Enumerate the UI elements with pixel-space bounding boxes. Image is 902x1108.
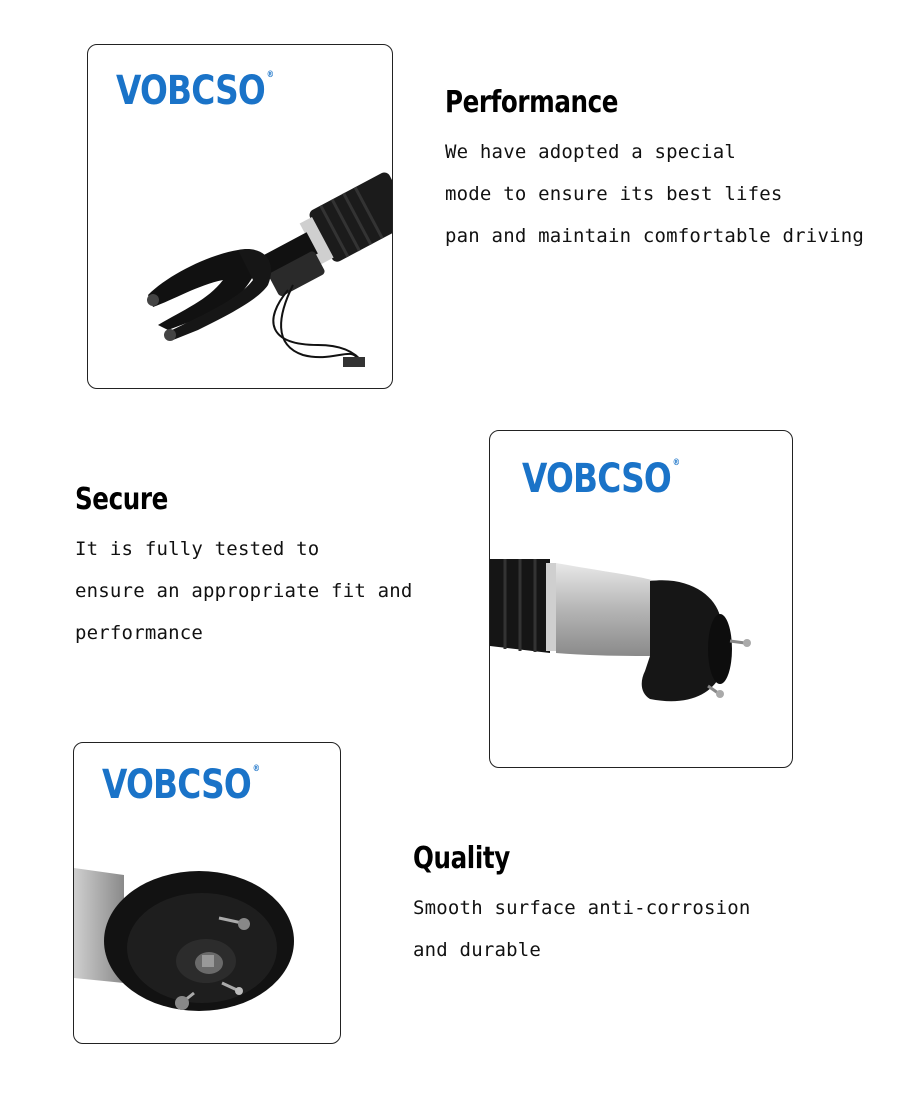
body-line: and durable — [413, 939, 542, 961]
body-line: mode to ensure its best lifes — [445, 183, 783, 205]
air-spring-mount-image — [74, 743, 341, 1044]
product-card-2 — [489, 430, 793, 768]
air-strut-assembly-image — [88, 45, 393, 389]
body-line: performance — [75, 622, 204, 644]
product-card-3 — [73, 742, 341, 1044]
registered-mark: ® — [252, 764, 260, 774]
section-body-quality — [413, 894, 751, 978]
section-body-performance — [445, 138, 864, 264]
section-body-secure — [75, 535, 413, 661]
body-line: ensure an appropriate fit and — [75, 580, 413, 602]
section-heading-quality: Quality — [413, 841, 510, 876]
body-line: It is fully tested to — [75, 538, 320, 560]
section-heading-secure: Secure — [75, 482, 168, 517]
brand-logo-text: VOBCSO — [522, 456, 671, 502]
air-spring-top-image — [490, 431, 793, 768]
product-card-1 — [87, 44, 393, 389]
section-heading-performance: Performance — [445, 85, 619, 120]
body-line: Smooth surface anti-corrosion — [413, 897, 751, 919]
registered-mark: ® — [266, 70, 274, 80]
brand-logo-text: VOBCSO — [116, 68, 265, 114]
body-line: We have adopted a special — [445, 141, 736, 163]
brand-logo-text: VOBCSO — [102, 762, 251, 808]
body-line: pan and maintain comfortable driving — [445, 225, 865, 247]
registered-mark: ® — [672, 458, 680, 468]
